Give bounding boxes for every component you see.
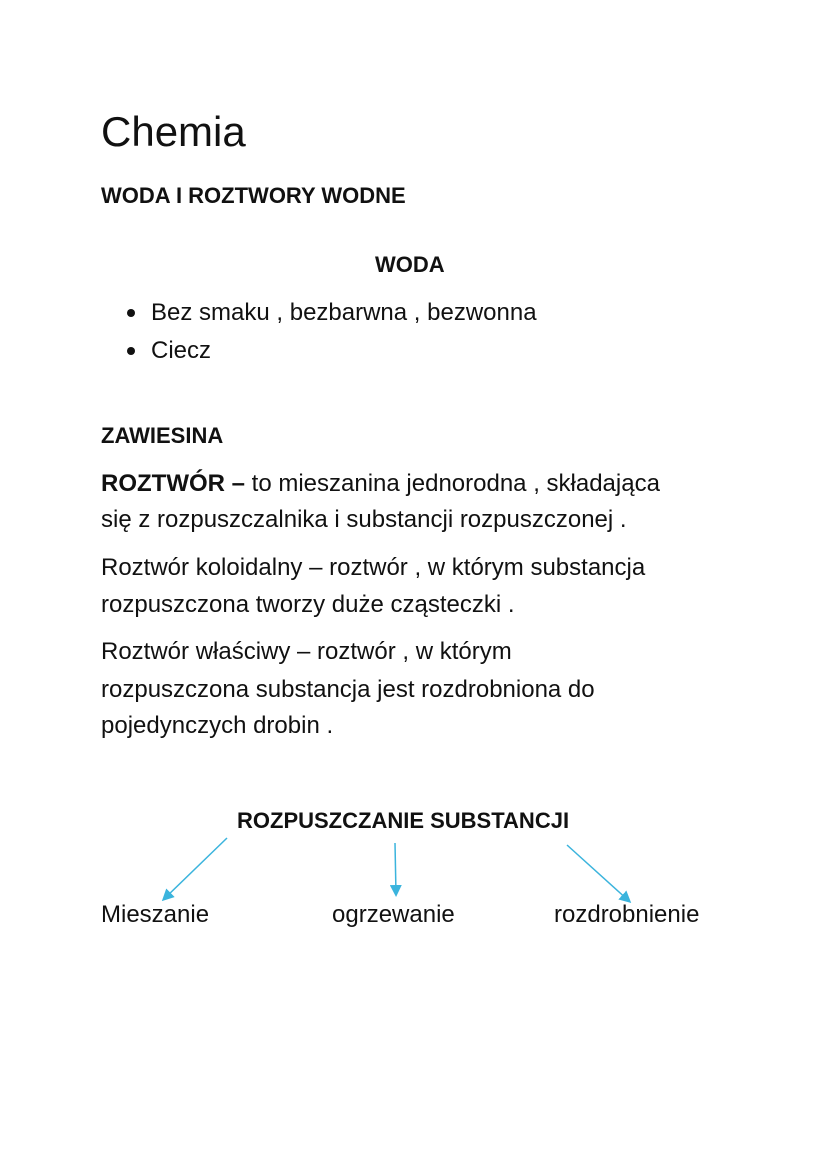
arrow-heating xyxy=(395,843,396,894)
list-item: Bez smaku , bezbarwna , bezwonna xyxy=(151,299,537,326)
solution-line2: się z rozpuszczalnika i substancji rozpuszczonej . xyxy=(101,506,627,533)
section-heading: WODA I ROZTWORY WODNE xyxy=(101,183,406,208)
true-solution-line1: Roztwór właściwy – roztwór , w którym xyxy=(101,638,512,665)
true-solution-line2: rozpuszczona substancja jest rozdrobniona do xyxy=(101,676,595,703)
suspension-heading: ZAWIESINA xyxy=(101,423,224,448)
document-title: Chemia xyxy=(101,108,246,155)
water-heading: WODA xyxy=(375,252,445,277)
true-solution-line3: pojedynczych drobin . xyxy=(101,712,334,739)
colloid-line1: Roztwór koloidalny – roztwór , w którym substancja xyxy=(101,554,646,581)
dissolving-heading: ROZPUSZCZANIE SUBSTANCJI xyxy=(237,808,570,833)
arrow-grinding xyxy=(567,845,629,901)
colloid-line2: rozpuszczona tworzy duże cząsteczki . xyxy=(101,591,515,618)
solution-term: ROZTWÓR – xyxy=(101,470,245,497)
factor-mixing: Mieszanie xyxy=(101,901,210,928)
list-item: Ciecz xyxy=(151,337,212,364)
factor-grinding: rozdrobnienie xyxy=(554,901,700,928)
arrow-mixing xyxy=(164,838,227,899)
factor-heating: ogrzewanie xyxy=(332,901,455,928)
solution-text: to mieszanina jednorodna , składająca xyxy=(245,470,660,497)
